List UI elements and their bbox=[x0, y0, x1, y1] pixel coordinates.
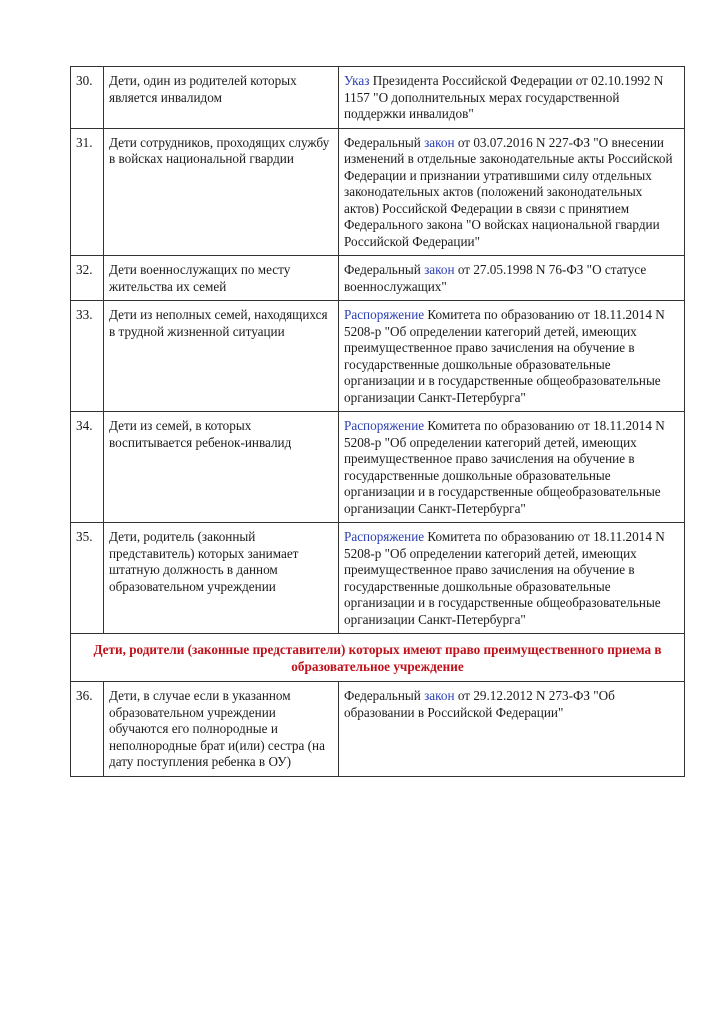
section-heading: Дети, родители (законные представители) которых имеют право преимущественного приема в образовательное учреждение bbox=[71, 634, 685, 682]
law-cell bbox=[339, 128, 685, 256]
table-row bbox=[71, 682, 685, 777]
category-cell: Дети военнослужащих по месту жительства их семей bbox=[104, 256, 339, 301]
law-link[interactable]: Распоряжение bbox=[344, 529, 425, 544]
law-link[interactable]: Распоряжение bbox=[344, 418, 425, 433]
row-number: 35. bbox=[71, 523, 104, 634]
category-cell: Дети, родитель (законный представитель) которых занимает штатную должность в данном образовательном учреждении bbox=[104, 523, 339, 634]
row-number: 36. bbox=[71, 682, 104, 777]
law-link[interactable]: Распоряжение bbox=[344, 307, 425, 322]
category-cell: Дети, один из родителей которых является инвалидом bbox=[104, 67, 339, 129]
law-cell bbox=[339, 301, 685, 412]
row-number: 34. bbox=[71, 412, 104, 523]
table-row bbox=[71, 256, 685, 301]
row-number: 30. bbox=[71, 67, 104, 129]
law-cell bbox=[339, 523, 685, 634]
law-text: Президента Российской Федерации от 02.10.1992 N 1157 "О дополнительных мерах государственной поддержки инвалидов" bbox=[344, 73, 664, 121]
law-text: от 29.12.2012 N 273-ФЗ "Об образовании в Российской Федерации" bbox=[344, 688, 615, 720]
category-cell: Дети сотрудников, проходящих службу в войсках национальной гвардии bbox=[104, 128, 339, 256]
law-cell bbox=[339, 412, 685, 523]
law-link[interactable]: закон bbox=[424, 688, 455, 703]
category-cell: Дети из неполных семей, находящихся в трудной жизненной ситуации bbox=[104, 301, 339, 412]
section-heading-row bbox=[71, 634, 685, 682]
law-prefix: Федеральный bbox=[344, 688, 425, 703]
row-number: 32. bbox=[71, 256, 104, 301]
law-prefix: Федеральный bbox=[344, 262, 425, 277]
category-cell: Дети из семей, в которых воспитывается ребенок-инвалид bbox=[104, 412, 339, 523]
table-row bbox=[71, 523, 685, 634]
law-cell bbox=[339, 682, 685, 777]
law-text: Комитета по образованию от 18.11.2014 N 5208-р "Об определении категорий детей, имеющих преимущественное право зачисления на обучение в государственные дошкольные образовательные организации и в государственные общеобразовательные организации Санкт-Петербурга" bbox=[344, 529, 665, 627]
law-link[interactable]: закон bbox=[424, 262, 455, 277]
law-text: от 03.07.2016 N 227-ФЗ "О внесении изменений в отдельные законодательные акты Российской Федерации и признании утратившими силу отдельных законодательных актов (положений законодательных актов) Российской Федерации в связи с принятием Федерального закона "О войсках национальной гвардии Российской Федерации" bbox=[344, 134, 673, 249]
table-row bbox=[71, 67, 685, 129]
law-link[interactable]: Указ bbox=[344, 73, 370, 88]
law-cell bbox=[339, 67, 685, 129]
table-row bbox=[71, 301, 685, 412]
law-text: от 27.05.1998 N 76-ФЗ "О статусе военнослужащих" bbox=[344, 262, 647, 294]
law-prefix: Федеральный bbox=[344, 134, 425, 150]
benefits-table bbox=[70, 66, 685, 777]
table-row bbox=[71, 412, 685, 523]
law-link[interactable]: закон bbox=[424, 134, 455, 150]
row-number: 31. bbox=[71, 128, 104, 256]
category-cell: Дети, в случае если в указанном образовательном учреждении обучаются его полнородные и неполнородные брат и(или) сестра (на дату поступления ребенка в ОУ) bbox=[104, 682, 339, 777]
law-cell bbox=[339, 256, 685, 301]
law-text: Комитета по образованию от 18.11.2014 N 5208-р "Об определении категорий детей, имеющих преимущественное право зачисления на обучение в государственные дошкольные образовательные организации и в государственные общеобразовательные организации Санкт-Петербурга" bbox=[344, 418, 665, 516]
table-row bbox=[71, 128, 685, 256]
law-text: Комитета по образованию от 18.11.2014 N 5208-р "Об определении категорий детей, имеющих преимущественное право зачисления на обучение в государственные дошкольные образовательные организации и в государственные общеобразовательные организации Санкт-Петербурга" bbox=[344, 307, 665, 405]
row-number: 33. bbox=[71, 301, 104, 412]
